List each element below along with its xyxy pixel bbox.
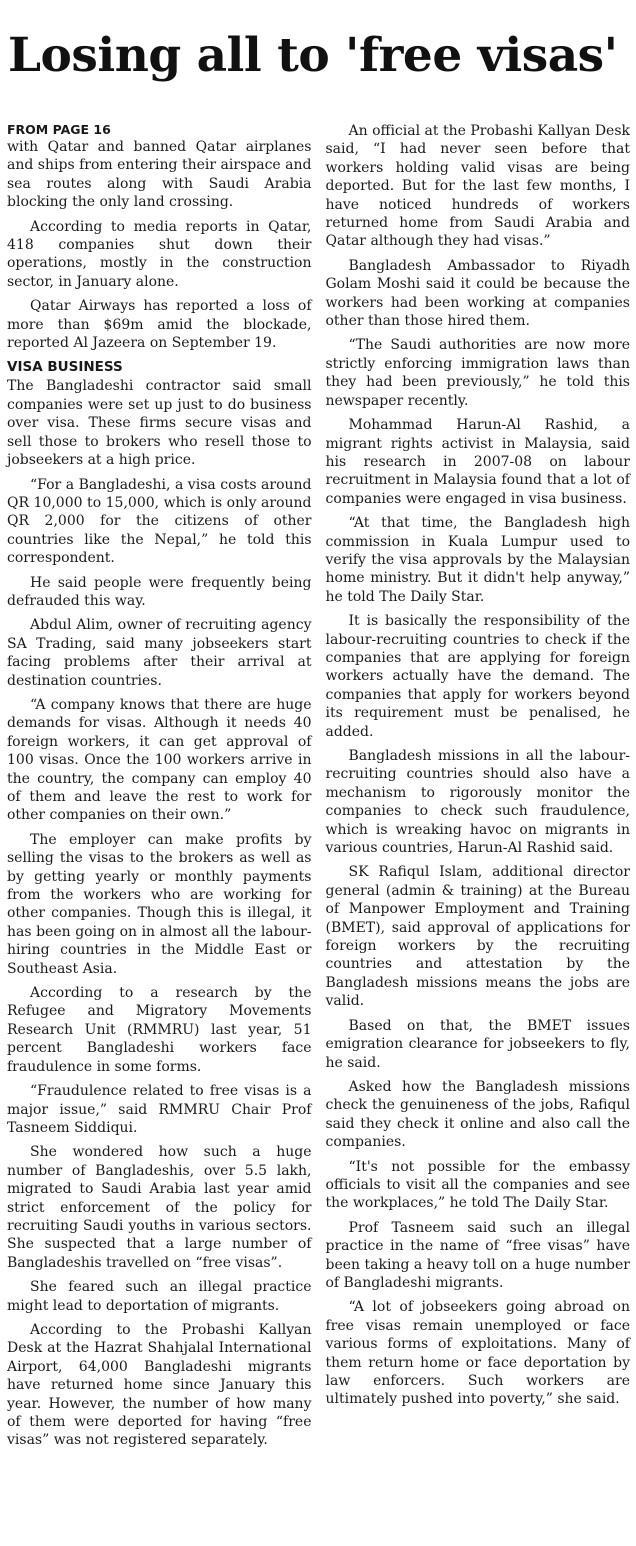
- paragraph: According to the Probashi Kallyan Desk at the Hazrat Shahjalal International Airport, 64,000 Bangladeshi migrants have returned home since January this year. However, the number of how many of them were deported for having “free visas” was not registered separately.: [7, 1321, 312, 1449]
- paragraph: “For a Bangladeshi, a visa costs around QR 10,000 to 15,000, which is only around QR 2,000 for the citizens of other countries like the Nepal,” he told this correspondent.: [7, 476, 312, 567]
- paragraph: “At that time, the Bangladesh high commission in Kuala Lumpur used to verify the visa approvals by the Malaysian home ministry. But it didn't help anyway,” he told The Daily Star.: [325, 515, 630, 605]
- section-subhead: VISA BUSINESS: [7, 359, 123, 376]
- paragraph: SK Rafiqul Islam, additional director general (admin & training) at the Bureau of Manpower Employment and Training (BMET), said approval of applications for foreign workers by the recruiting countries and attestation by the Bangladesh missions means the jobs are valid.: [325, 864, 630, 1010]
- paragraph: She wondered how such a huge number of Bangladeshis, over 5.5 lakh, migrated to Saudi Arabia last year amid strict enforcement of the policy for recruiting Saudi youths in various sectors. She suspected that a large number of Bangladeshis travelled on “free visas”.: [7, 1144, 312, 1271]
- paragraph: The employer can make profits by selling the visas to the brokers as well as by getting yearly or monthly payments from the workers who are working for other companies. Though this is illegal, it has been going on in almost all the labour-hiring countries in the Middle East or Southeast Asia.: [7, 831, 312, 977]
- paragraph: “It's not possible for the embassy officials to visit all the companies and see the workplaces,” he told The Daily Star.: [325, 1158, 630, 1212]
- headline: Losing all to 'free visas': [8, 28, 618, 83]
- paragraph: “A lot of jobseekers going abroad on free visas remain unemployed or face various forms of exploitations. Many of them return home or face deportation by law enforcers. Such workers are ultimately pushed into poverty,” she said.: [325, 1299, 630, 1408]
- paragraph: According to a research by the Refugee and Migratory Movements Research Unit (RMMRU) last year, 51 percent Bangladeshi workers face fraudulence in some forms.: [7, 985, 312, 1075]
- paragraph: Bangladesh Ambassador to Riyadh Golam Moshi said it could be because the workers had been working at companies other than those hired them.: [325, 257, 630, 330]
- paragraph: According to media reports in Qatar, 418 companies shut down their operations, mostly in the construction sector, in January alone.: [7, 218, 312, 290]
- paragraph: Mohammad Harun-Al Rashid, a migrant rights activist in Malaysia, said his research in 2007-08 on labour recruitment in Malaysia found that a lot of companies were engaged in visa business.: [325, 417, 630, 507]
- paragraph: He said people were frequently being defrauded this way.: [7, 574, 312, 609]
- paragraph: It is basically the responsibility of the labour-recruiting countries to check if the companies that are applying for foreign workers actually have the demand. The companies that apply for workers beyond its requirement must be penalised, he added.: [325, 613, 630, 740]
- paragraph: An official at the Probashi Kallyan Desk said, “I had never seen before that workers holding valid visas are being deported. But for the last few months, I have noticed hundreds of workers returned home from Saudi Arabia and Qatar although they had visas.”: [325, 123, 630, 250]
- paragraph: She feared such an illegal practice might lead to deportation of migrants.: [7, 1279, 312, 1314]
- paragraph: Bangladesh missions in all the labour-recruiting countries should also have a mechanism to rigorously monitor the companies to check such fraudulence, which is wreaking havoc on migrants in various countries, Harun-Al Rashid said.: [325, 748, 630, 857]
- paragraph: Based on that, the BMET issues emigration clearance for jobseekers to fly, he said.: [325, 1017, 630, 1071]
- paragraph: Abdul Alim, owner of recruiting agency SA Trading, said many jobseekers start facing problems after their arrival at destination countries.: [7, 617, 312, 689]
- paragraph: Prof Tasneem said such an illegal practice in the name of “free visas” have been taking a heavy toll on a huge number of Bangladeshi migrants.: [325, 1219, 630, 1291]
- paragraph: Asked how the Bangladesh missions check the genuineness of the jobs, Rafiqul said they check it online and also call the companies.: [325, 1078, 630, 1151]
- left-column: [7, 122, 312, 1546]
- article-columns: [7, 122, 630, 1546]
- paragraph: Qatar Airways has reported a loss of more than $69m amid the blockade, reported Al Jazeera on September 19.: [7, 298, 312, 352]
- paragraph: The Bangladeshi contractor said small companies were set up just to do business over visa. These firms secure visas and sell those to brokers who resell those to jobseekers at a high price.: [7, 378, 312, 469]
- paragraph: “The Saudi authorities are now more strictly enforcing immigration laws than they had been previously,” he told this newspaper recently.: [325, 337, 630, 409]
- paragraph: with Qatar and banned Qatar airplanes and ships from entering their airspace and sea routes along with Saudi Arabia blocking the only land crossing.: [7, 139, 312, 211]
- paragraph: “Fraudulence related to free visas is a major issue,” said RMMRU Chair Prof Tasneem Siddiqui.: [7, 1083, 312, 1136]
- newspaper-page: [0, 28, 636, 1546]
- continued-from-label: FROM PAGE 16: [7, 122, 111, 137]
- paragraph: “A company knows that there are huge demands for visas. Although it needs 40 foreign workers, it can get approval of 100 visas. Once the 100 workers arrive in the country, the company can employ 40 of them and leave the rest to work for other companies on their own.”: [7, 696, 312, 824]
- right-column: [326, 122, 631, 1546]
